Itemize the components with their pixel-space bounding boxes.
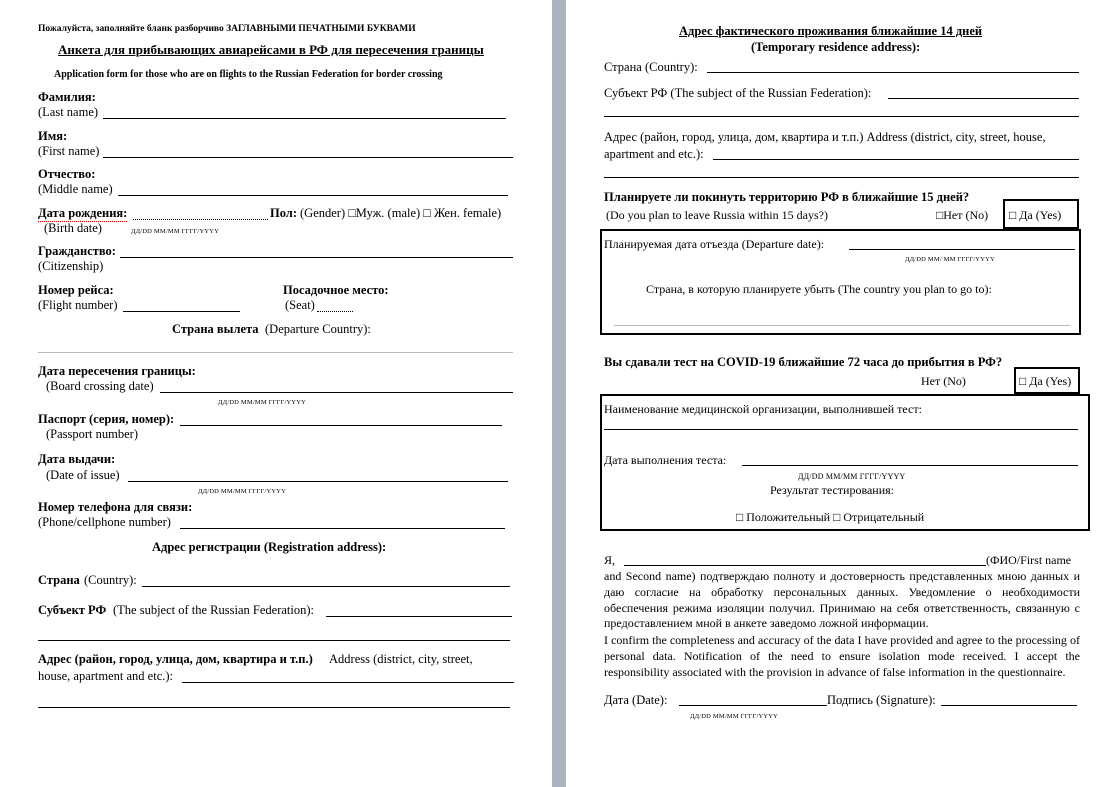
res-country-label: Страна (Country):: [604, 60, 698, 74]
first-name-label-en: (First name): [38, 144, 100, 158]
reg-address-label-en-2: house, apartment and etc.):: [38, 669, 174, 683]
reg-address-field[interactable]: [182, 682, 514, 683]
res-subject-field-line2[interactable]: [604, 116, 1079, 117]
covid-test-box: [600, 394, 1090, 531]
residence-heading-en: (Temporary residence address):: [751, 40, 921, 54]
res-address-field-line2[interactable]: [604, 177, 1079, 178]
phone-field[interactable]: [180, 528, 505, 529]
last-name-field[interactable]: [103, 118, 506, 119]
departure-country-label-ru: Страна вылета: [172, 322, 259, 336]
citizenship-label-en: (Citizenship): [38, 259, 104, 273]
test-date-label: Дата выполнения теста:: [604, 453, 727, 467]
leave-no-option[interactable]: □Нет (No): [936, 208, 989, 222]
med-org-label: Наименование медицинской организации, выполнившей тест:: [604, 402, 922, 416]
citizenship-label-ru: Гражданство:: [38, 244, 116, 258]
birth-date-label-ru: Дата рождения:: [38, 206, 128, 220]
res-subject-field[interactable]: [888, 98, 1079, 99]
test-date-format: ДД/DD ММ/ММ ГГГГ/YYYY: [798, 472, 906, 481]
consent-text-en: I confirm the completeness and accuracy of the data I have provided and agree to the processing of personal data. Notification of the need to ensure isolation mode received. I accept the responsibility associated with the provision in advance of false information in the questionnaire.: [604, 633, 1080, 679]
reg-subject-label-ru: Субъект РФ: [38, 603, 107, 617]
date-field[interactable]: [679, 705, 827, 706]
consent-fio-label: (ФИО/First name: [986, 553, 1072, 567]
departure-date-field[interactable]: [849, 249, 1075, 250]
birth-date-label-en: (Birth date): [44, 221, 102, 235]
seat-label-ru: Посадочное место:: [283, 283, 389, 297]
citizenship-field[interactable]: [120, 257, 513, 258]
crossing-date-format: ДД/DD ММ/ММ ГГГГ/YYYY: [218, 399, 307, 406]
reg-subject-field[interactable]: [326, 616, 512, 617]
last-name-label-ru: Фамилия:: [38, 90, 96, 104]
instruction-text: Пожалуйста, заполняйте бланк разборчиво ЗАГЛАВНЫМИ ПЕЧАТНЫМИ БУКВАМИ: [38, 24, 416, 34]
leave-question-en: (Do you plan to leave Russia within 15 days?): [606, 208, 828, 222]
consent-name-field[interactable]: [624, 565, 986, 566]
seat-field[interactable]: [317, 311, 353, 312]
test-result-label: Результат тестирования:: [770, 483, 894, 497]
first-name-label-ru: Имя:: [38, 129, 68, 143]
registration-address-heading: Адрес регистрации (Registration address):: [152, 540, 387, 554]
covid-no-option[interactable]: Нет (No): [921, 374, 966, 388]
res-address-label-2: apartment and etc.):: [604, 147, 704, 161]
phone-label-ru: Номер телефона для связи:: [38, 500, 193, 514]
phone-label-en: (Phone/cellphone number): [38, 515, 171, 529]
reg-country-label-ru: Страна: [38, 573, 80, 587]
residence-heading-ru: Адрес фактического проживания ближайшие 14 дней: [679, 24, 983, 38]
birth-date-field[interactable]: [133, 219, 268, 220]
date-format: ДД/DD ММ/ММ ГГГГ/YYYY: [690, 713, 779, 720]
form-page-1: [0, 0, 552, 787]
passport-field[interactable]: [180, 425, 502, 426]
consent-text-ru: and Second name) подтверждаю полноту и достоверность представленных мною данных и даю согласие на обработку персональных данных. Уведомление о необходимости обеспечения режима изоляции получил. Принимаю на себя ответственность, связанную с предоставлением мной в анкете заведомо ложной информации.: [604, 569, 1080, 631]
departure-country-label-en: (Departure Country):: [265, 322, 371, 336]
issue-date-format: ДД/DD ММ/ММ ГГГГ/YYYY: [198, 488, 287, 495]
flight-number-field[interactable]: [123, 311, 240, 312]
issue-date-label-en: (Date of issue): [46, 468, 120, 482]
reg-address-label-en: Address (district, city, street,: [329, 652, 473, 666]
crossing-date-label-ru: Дата пересечения границы:: [38, 364, 196, 378]
date-label: Дата (Date):: [604, 693, 668, 707]
reg-country-field[interactable]: [142, 586, 510, 587]
passport-label-en: (Passport number): [46, 427, 138, 441]
gender-options[interactable]: (Gender) □Муж. (male) □ Жен. female): [300, 206, 502, 220]
test-date-field[interactable]: [742, 465, 1078, 466]
middle-name-field[interactable]: [118, 195, 508, 196]
signature-field[interactable]: [941, 705, 1077, 706]
reg-address-label-ru: Адрес (район, город, улица, дом, квартира и т.п.): [38, 652, 313, 666]
gender-label-ru: Пол:: [270, 206, 297, 220]
destination-country-label: Страна, в которую планируете убыть (The country you plan to go to):: [646, 282, 992, 296]
departure-date-label: Планируемая дата отъезда (Departure date):: [604, 237, 825, 251]
res-country-field[interactable]: [707, 72, 1079, 73]
departure-date-format: ДД/DD ММ/ ММ ГГГГ/YYYY: [905, 256, 995, 263]
res-address-label: Адрес (район, город, улица, дом, квартира и т.п.) Address (district, city, street, house,: [604, 130, 1046, 144]
seat-label-en: (Seat): [285, 298, 315, 312]
form-title-en: Application form for those who are on flights to the Russian Federation for border crossing: [54, 69, 443, 80]
med-org-field[interactable]: [604, 429, 1078, 430]
crossing-date-label-en: (Board crossing date): [46, 379, 154, 393]
res-subject-label: Субъект РФ (The subject of the Russian Federation):: [604, 86, 872, 100]
middle-name-label-en: (Middle name): [38, 182, 113, 196]
leave-yes-box[interactable]: [1003, 199, 1079, 229]
test-result-options[interactable]: □ Положительный □ Отрицательный: [736, 510, 925, 524]
reg-country-label-en: (Country):: [84, 573, 137, 587]
birth-date-format: ДД/DD ММ/ММ ГГГГ/YYYY: [131, 228, 220, 235]
passport-label-ru: Паспорт (серия, номер):: [38, 412, 175, 426]
signature-label: Подпись (Signature):: [827, 693, 936, 707]
middle-name-label-ru: Отчество:: [38, 167, 96, 181]
covid-question: Вы сдавали тест на COVID-19 ближайшие 72 часа до прибытия в РФ?: [604, 355, 1003, 369]
consent-i: Я,: [604, 553, 616, 567]
reg-address-field-line2[interactable]: [38, 707, 510, 708]
flight-number-label-ru: Номер рейса:: [38, 283, 114, 297]
covid-yes-box[interactable]: [1014, 367, 1080, 394]
departure-details-box: [600, 229, 1081, 335]
crossing-date-field[interactable]: [160, 392, 513, 393]
leave-question-ru: Планируете ли покинуть территорию РФ в ближайшие 15 дней?: [604, 190, 970, 204]
form-page-2: [566, 0, 1118, 787]
leave-yes-option: □ Да (Yes): [1009, 208, 1062, 222]
reg-subject-label-en: (The subject of the Russian Federation):: [113, 603, 314, 617]
flight-number-label-en: (Flight number): [38, 298, 118, 312]
destination-country-field[interactable]: [614, 325, 1070, 326]
reg-subject-field-line2[interactable]: [38, 640, 510, 641]
last-name-label-en: (Last name): [38, 105, 99, 119]
departure-country-field[interactable]: [38, 352, 513, 353]
res-address-field[interactable]: [713, 159, 1079, 160]
covid-yes-option: □ Да (Yes): [1019, 374, 1072, 388]
issue-date-label-ru: Дата выдачи:: [38, 452, 116, 466]
first-name-field[interactable]: [103, 157, 513, 158]
issue-date-field[interactable]: [128, 481, 508, 482]
form-title-ru: Анкета для прибывающих авиарейсами в РФ для пересечения границы: [58, 42, 484, 57]
